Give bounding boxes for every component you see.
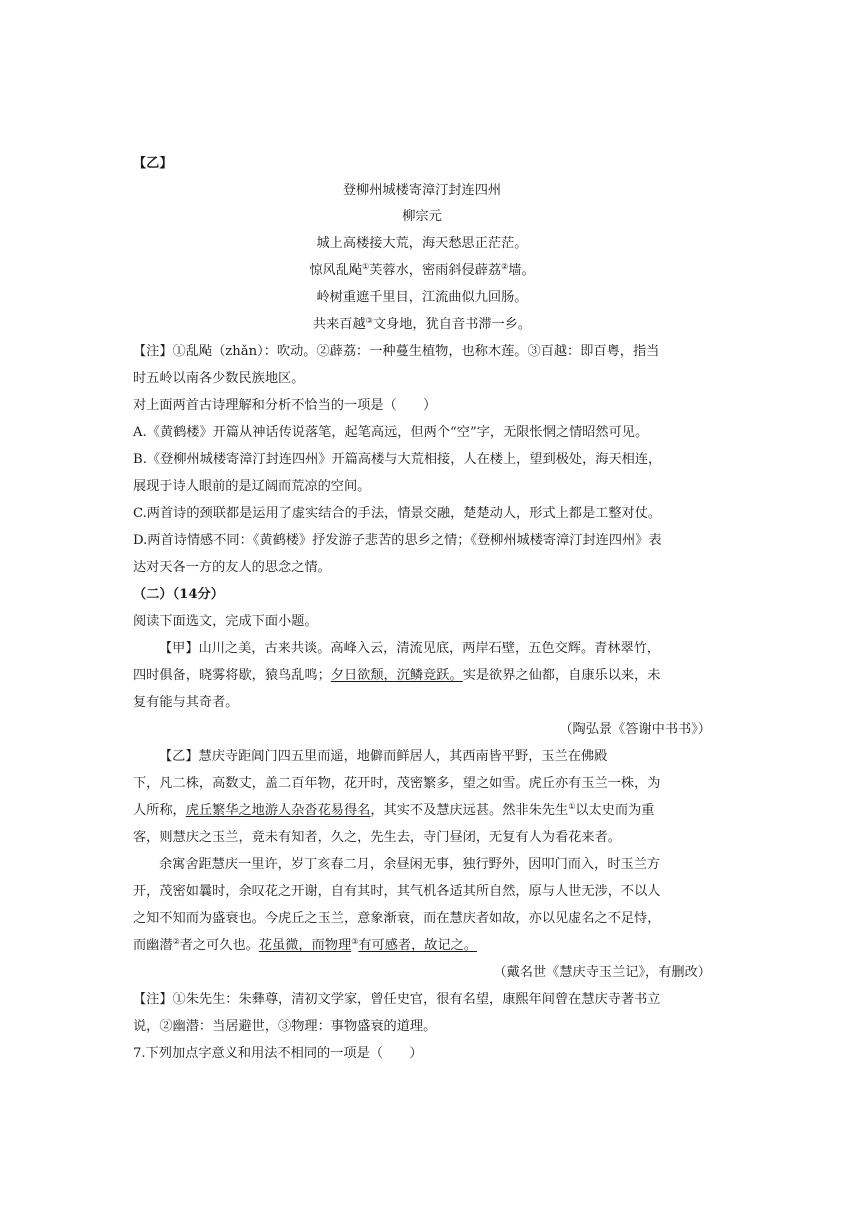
passage-jia-line-3: 复有能与其奇者。 — [133, 695, 239, 710]
passage-jia-line-2: 四时俱备，晓雾将歇，猿鸟乱鸣；夕日欲颓，沉鳞竞跃。实是欲界之仙都，自康乐以来，未 — [133, 668, 661, 683]
section-2-heading: （二）（14分） — [133, 587, 224, 602]
section-2-instruction: 阅读下面选文，完成下面小题。 — [133, 614, 318, 629]
question-6-option-a: A.《黄鹤楼》开篇从神话传说落笔，起笔高远，但两个“空”字，无限怅惘之情昭然可见。 — [133, 425, 649, 440]
question-6-option-b-cont: 展现于诗人眼前的是辽阔而荒凉的空间。 — [133, 479, 371, 494]
passage-yi-line-4: 客，则慧庆之玉兰，竟未有知者，久之，先生去，寺门昼闭，无复有人为看花来者。 — [133, 830, 621, 845]
passage-yi-line-7: 之知不知而为盛衰也。今虎丘之玉兰，意象渐衰，而在慧庆者如故，亦以见虚名之不足恃， — [133, 911, 661, 926]
poem-verse-4: 共来百越③文身地，犹自音书滞一乡。 — [312, 317, 532, 332]
question-6-option-d: D.两首诗情感不同：《黄鹤楼》抒发游子悲苦的思乡之情；《登柳州城楼寄漳汀封连四州》表 — [133, 533, 662, 548]
passage-yi-line-6: 开，茂密如曩时，余叹花之开谢，自有其时，其气机各适其所自然，原与人世无涉，不以人 — [133, 884, 661, 899]
poem-verse-2: 惊风乱飐①芙蓉水，密雨斜侵薜荔②墙。 — [309, 263, 535, 278]
passage-jia-line-1: 【甲】山川之美，古来共谈。高峰入云，清流见底，两岸石壁，五色交辉。青林翠竹， — [159, 641, 661, 656]
poem-verse-3: 岭树重遮千里目，江流曲似九回肠。 — [316, 290, 528, 305]
passage-yi-line-8: 而幽潜②者之可久也。花虽微，而物理③有可感者，故记之。 — [133, 938, 478, 953]
question-6-stem: 对上面两首古诗理解和分析不恰当的一项是（ ） — [133, 398, 437, 413]
question-6-option-c: C.两首诗的颈联都是运用了虚实结合的手法，情景交融，楚楚动人，形式上都是工整对仗。 — [133, 506, 662, 521]
underlined-sentence: 花虽微，而物理 — [258, 938, 352, 953]
underlined-sentence: 夕日欲颓，沉鳞竞跃。 — [330, 668, 463, 683]
poem-verse-1: 城上高楼接大荒，海天愁思正茫茫。 — [316, 236, 528, 251]
notes-2-line-1: 【注】①朱先生：朱彝尊，清初文学家，曾任史官，很有名望，康熙年间曾在慧庆寺著书立 — [133, 992, 661, 1007]
notes-2-line-2: 说，②幽潜：当居避世，③物理：事物盛衰的道理。 — [133, 1019, 437, 1034]
poem-notes-line-2: 时五岭以南各少数民族地区。 — [133, 371, 305, 386]
passage-yi-line-1: 【乙】慧庆寺距阊门四五里而遥，地僻而鲜居人，其西南皆平野，玉兰在佛殿 — [159, 749, 608, 764]
section-label-yi: 【乙】 — [133, 156, 173, 171]
question-7-stem: 7.下列加点字意义和用法不相同的一项是（ ） — [133, 1046, 423, 1061]
poem-title: 登柳州城楼寄漳汀封连四州 — [342, 183, 502, 198]
question-6-option-b: B.《登柳州城楼寄漳汀封连四州》开篇高楼与大荒相接，人在楼上，望到极处，海天相连， — [133, 452, 662, 467]
poem-author: 柳宗元 — [402, 209, 442, 224]
passage-yi-source: （戴名世《慧庆寺玉兰记》，有删改） — [493, 965, 711, 980]
passage-yi-line-3: 人所称，虎丘繁华之地游人杂沓花易得名，其实不及慧庆远甚。然非朱先生①以太史而为重 — [133, 803, 655, 818]
passage-yi-line-2: 下，凡二株，高数丈，盖二百年物，花开时，茂密繁多，望之如雪。虎丘亦有玉兰一株，为 — [133, 776, 661, 791]
underlined-sentence: 虎丘繁华之地游人杂沓花易得名 — [185, 803, 371, 818]
passage-yi-line-5: 余寓舍距慧庆一里许，岁丁亥春二月，余昼闲无事，独行野外，因叩门而入，时玉兰方 — [159, 857, 661, 872]
underlined-sentence: 有可感者，故记之。 — [358, 938, 478, 953]
poem-notes-line-1: 【注】①乱飐（zhǎn）：吹动。②薜荔：一种蔓生植物，也称木莲。③百越：即百粤，指当 — [133, 344, 660, 359]
passage-jia-source: （陶弘景《答谢中书书》） — [559, 722, 711, 737]
question-6-option-d-cont: 达对天各一方的友人的思念之情。 — [133, 560, 331, 575]
